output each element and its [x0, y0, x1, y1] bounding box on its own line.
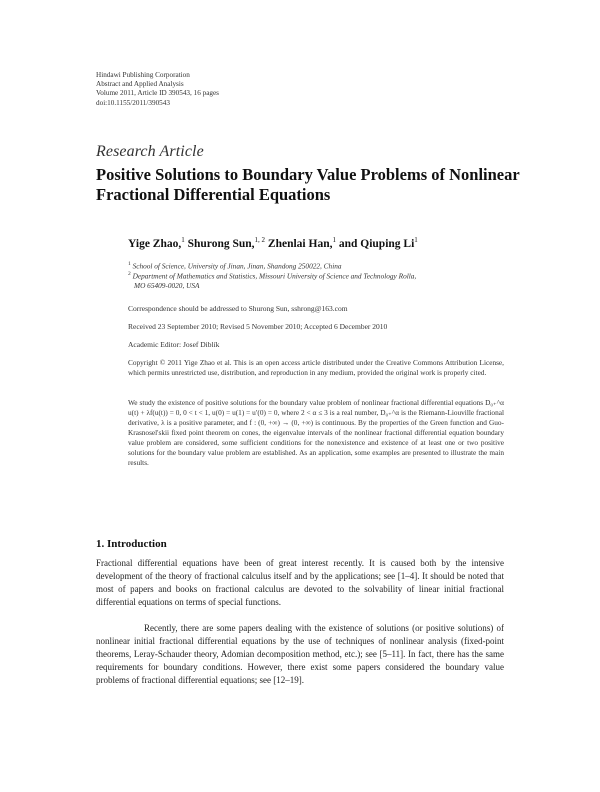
paper-title: Positive Solutions to Boundary Value Problems of Nonlinear Fractional Differential Equations	[96, 165, 520, 204]
author-name: and Qiuping Li	[338, 237, 415, 250]
abstract: We study the existence of positive solutions for the boundary value problem of nonlinear fractional differential equations D₀₊^α u(t) + λf(u(t)) = 0, 0 < t < 1, u(0) = u(1) = u′(0) = 0, where 2 < α ≤ 3 is a real number, D₀₊^α is the Riemann-Liouville fractional derivative, λ is a positive parameter, and f : (0, +∞) → (0, +∞) is continuous. By the properties of the Green function and Guo-Krasnosel'skii fixed point theorem on cones, the eigenvalue intervals of the nonlinear fractional differential equation boundary value problem are considered, some sufficient conditions for the nonexistence and existence of at least one or two positive solutions for the boundary value problem are established. As an application, some examples are presented to illustrate the main results.	[128, 398, 504, 467]
affiliation-2: $^2$ Department of Mathematics and Statistics, Missouri University of Science and Technology Rolla, MO 65409-0020, USA	[128, 271, 417, 291]
journal-name: Abstract and Applied Analysis	[96, 80, 184, 89]
author-affiliation-mark: 1	[181, 236, 185, 244]
author-list	[128, 236, 418, 250]
author-name: Shurong Sun,	[187, 237, 255, 250]
section-heading-introduction: 1. Introduction	[96, 538, 167, 550]
article-dates: Received 23 September 2010; Revised 5 November 2010; Accepted 6 December 2010	[128, 322, 388, 331]
intro-paragraph-2: Recently, there are some papers dealing with the existence of solutions (or positive solutions) of nonlinear initial fractional differential equations by the use of techniques of nonlinear analysis (fixed-point theorems, Leray-Schauder theory, Adomian decomposition method, etc.); see [5–11]. In fact, there has the same requirements for boundary conditions. However, there exist some papers considered the boundary value problems of fractional differential equations; see [12–19].	[96, 623, 504, 685]
journal-header	[96, 71, 219, 108]
volume-info: Volume 2011, Article ID 390543, 16 pages	[96, 89, 219, 98]
author-affiliation-mark: 1, 2	[254, 236, 266, 244]
author-affiliation-mark: 1	[332, 236, 336, 244]
intro-paragraph-1: Fractional differential equations have been of great interest recently. It is caused both by the intensive development of the theory of fractional calculus itself and by the applications; see [1–4]. It should be noted that most of papers and books on fractional calculus are devoted to the solvability of linear initial fractional differential equations on terms of special functions.	[96, 558, 504, 607]
doi: doi:10.1155/2011/390543	[96, 98, 170, 107]
author-name: Yige Zhao,	[128, 237, 182, 250]
article-type: Research Article	[96, 143, 204, 160]
publisher: Hindawi Publishing Corporation	[96, 71, 190, 79]
affiliation-1: $^1$ School of Science, University of Jinan, Jinan, Shandong 250022, China	[128, 261, 342, 271]
copyright-notice: Copyright © 2011 Yige Zhao et al. This is an open access article distributed under the Creative Commons Attribution License, which permits unrestricted use, distribution, and reproduction in any medium, provided the original work is properly cited.	[128, 358, 504, 377]
author-affiliation-mark: 1	[414, 236, 418, 244]
author-name: Zhenlai Han,	[267, 237, 333, 250]
academic-editor: Academic Editor: Josef Diblík	[128, 340, 220, 349]
correspondence: Correspondence should be addressed to Shurong Sun, sshrong@163.com	[128, 304, 348, 313]
